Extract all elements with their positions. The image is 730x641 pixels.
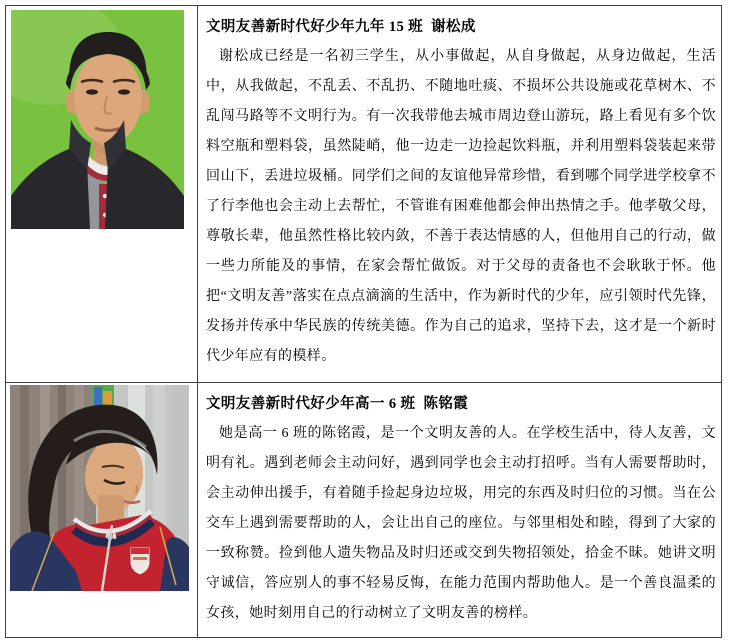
profile-row-xiesongcheng (6, 6, 721, 383)
student-photo-boy (11, 10, 184, 229)
profile-row-chenmingxia (6, 383, 721, 637)
photo-cell (6, 383, 198, 637)
text-cell (198, 383, 721, 637)
award-table (5, 5, 722, 638)
text-cell (198, 6, 721, 382)
student-photo-girl (10, 385, 189, 591)
profile-title: 文明友善新时代好少年九年 15 班 谢松成 (206, 19, 476, 35)
photo-cell (6, 6, 198, 382)
profile-body: 她是高一 6 班的陈铭霞，是一个文明友善的人。在学校生活中，待人友善，文明有礼。遇到老师会主动问好，遇到同学也会主动打招呼。当有人需要帮助时，会主动伸出援手，有着随手捡起身边垃圾，用完的东西及时归位的习惯。当在公交车上遇到需要帮助的人，会让出自己的座位。与邻里相处和睦，得到了大家的一致称赞。捡到他人遗失物品及时归还或交到失物招领处，拾金不昧。她讲文明守诚信，答应别人的事不轻易反悔，在能力范围内帮助他人。是一个善良温柔的女孩，她时刻用自己的行动树立了文明友善的榜样。 (206, 426, 716, 621)
profile-body: 谢松成已经是一名初三学生，从小事做起，从自身做起，从身边做起，生活中，从我做起，不乱丢、不乱扔、不随地吐痰、不损坏公共设施或花草树木、不乱闯马路等不文明行为。有一次我带他去城市周边登山游玩，路上看见有多个饮料空瓶和塑料袋，虽然陡峭，他一边走一边捡起饮料瓶，并利用塑料袋装起来带回山下，丢进垃圾桶。同学们之间的友谊他异常珍惜，看到哪个同学进学校拿不了行李他也会主动上去帮忙，不管谁有困难他都会伸出热情之手。他孝敬父母，尊敬长辈，他虽然性格比较内敛，不善于表达情感的人，但他用自己的行动，做一些力所能及的事情，在家会帮忙做饭。对于父母的责备也不会耿耿于怀。他把“文明友善”落实在点点滴滴的生活中，作为新时代的少年，应引领时代先锋，发扬并传承中华民族的传统美德。作为自己的追求，坚持下去，这才是一个新时代少年应有的模样。 (206, 49, 716, 364)
profile-title: 文明友善新时代好少年高一 6 班 陈铭霞 (206, 396, 469, 412)
